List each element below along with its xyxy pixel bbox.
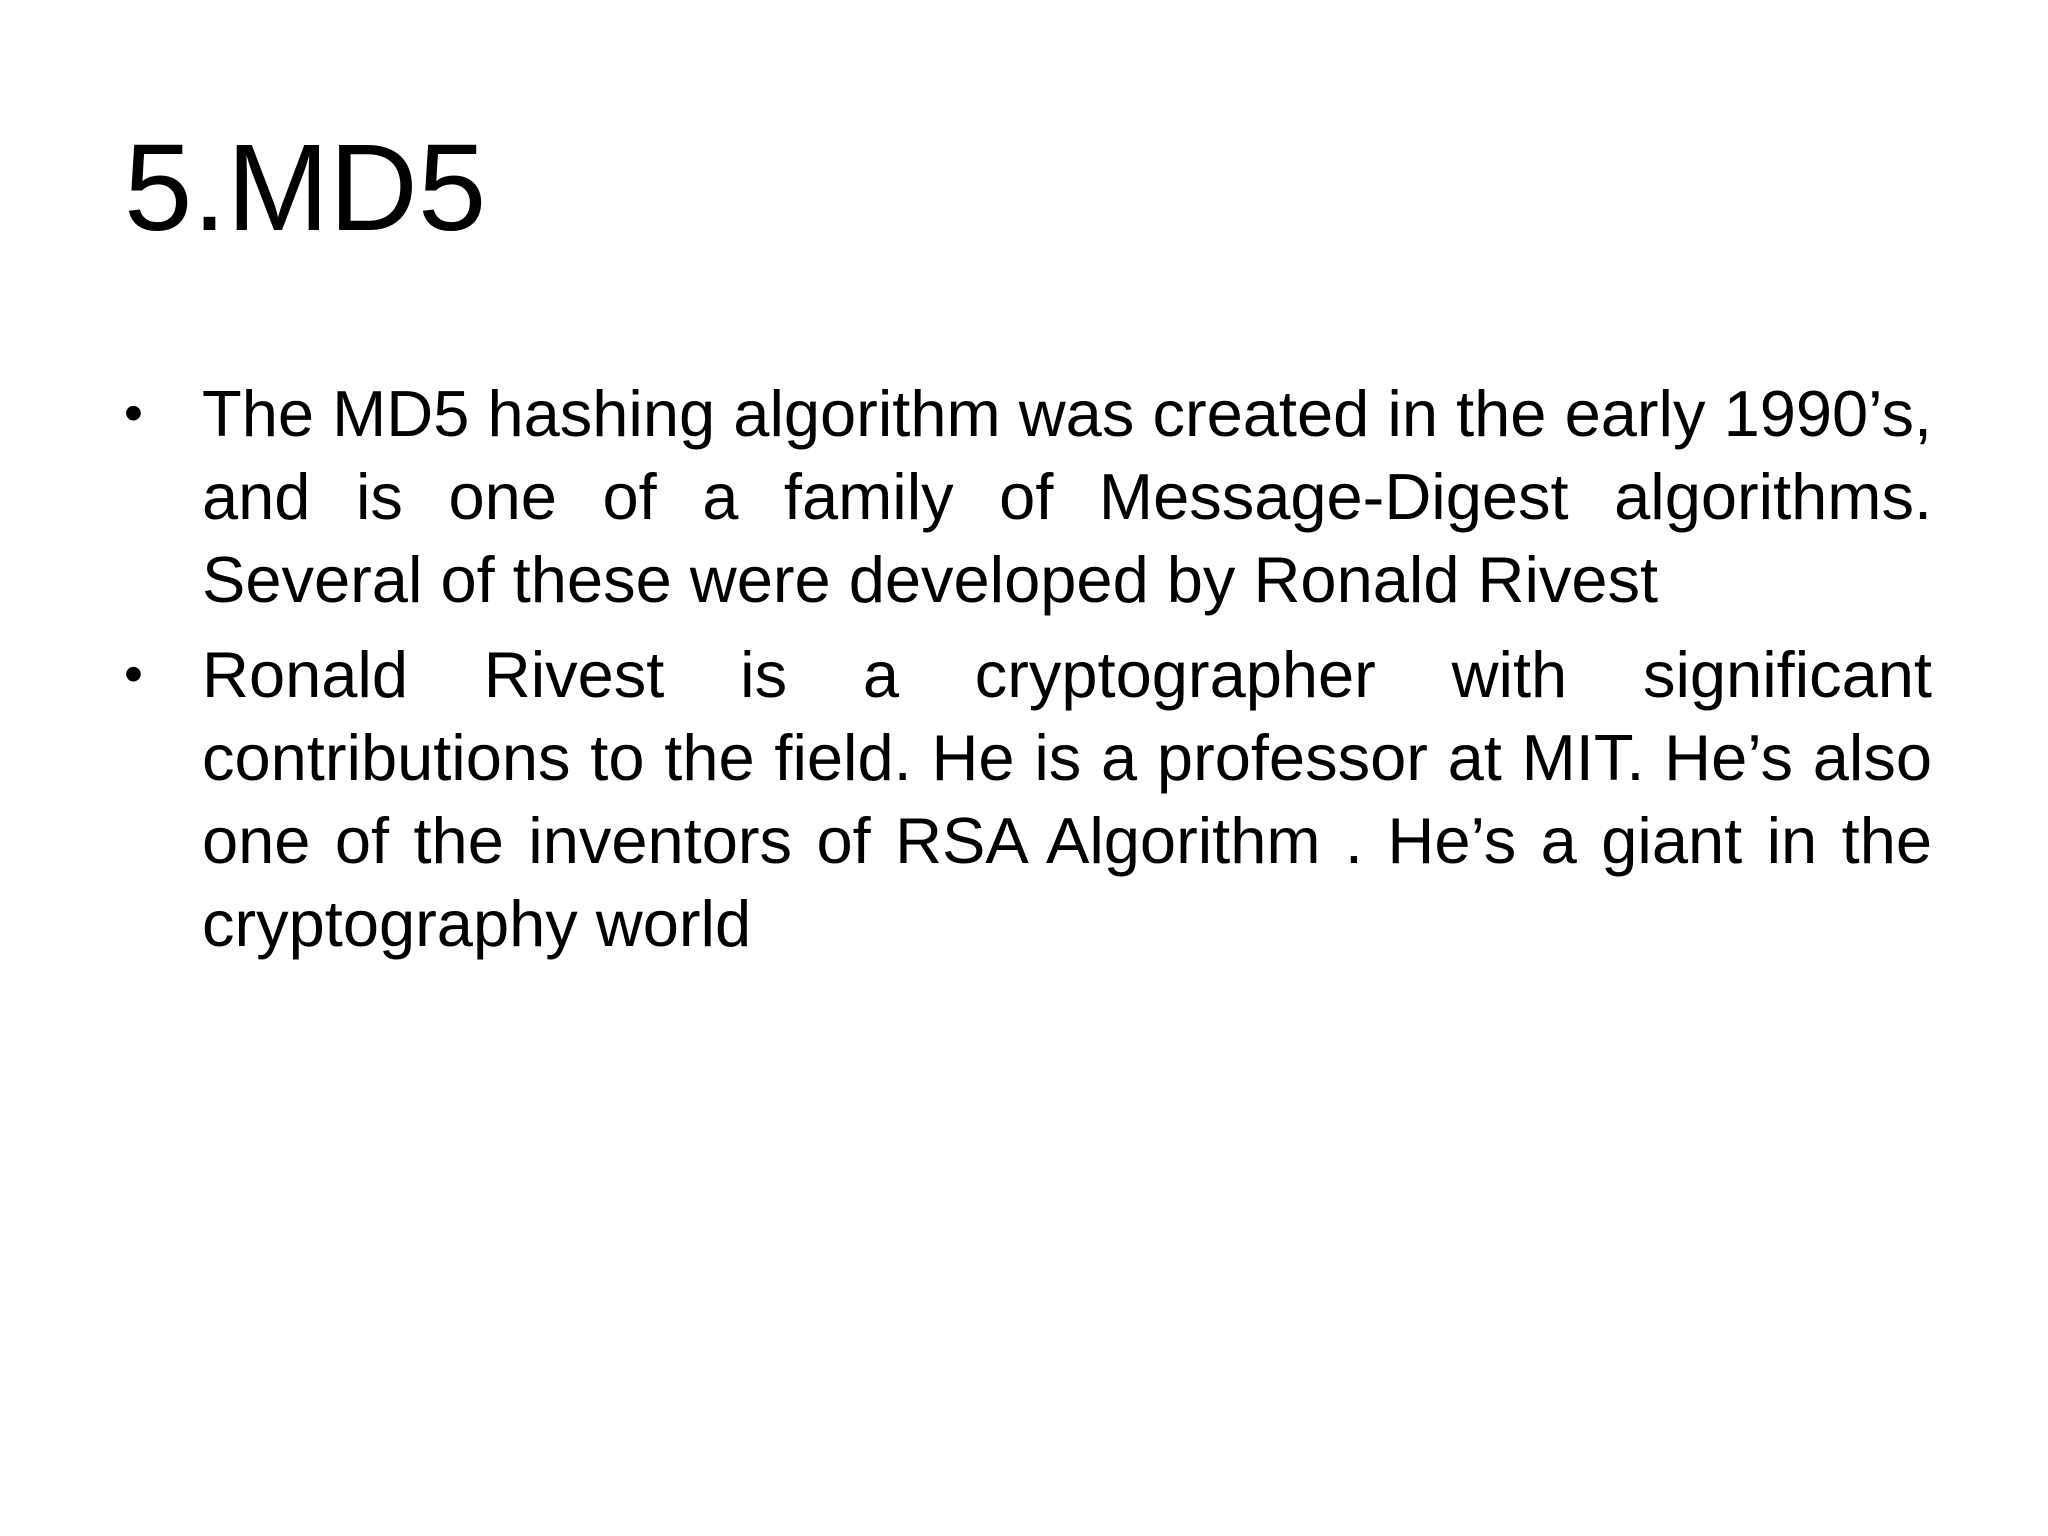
bullet-text: Ronald Rivest is a cryptographer with significant contributions to the field. He is a professor at MIT. He’s also one of the inventors of RSA Algorithm . He’s a giant in the cryptography world [202,638,1932,960]
bullet-text: The MD5 hashing algorithm was created in the early 1990’s, and is one of a family of Message-Digest algorithms. Several of these were developed by Ronald Rivest [202,377,1932,616]
bullet-icon: • [124,644,143,704]
bullet-list [124,372,1932,977]
slide-title: 5.MD5 [124,120,487,257]
bullet-item [124,633,1932,965]
bullet-item [124,372,1932,621]
bullet-icon: • [124,383,143,443]
